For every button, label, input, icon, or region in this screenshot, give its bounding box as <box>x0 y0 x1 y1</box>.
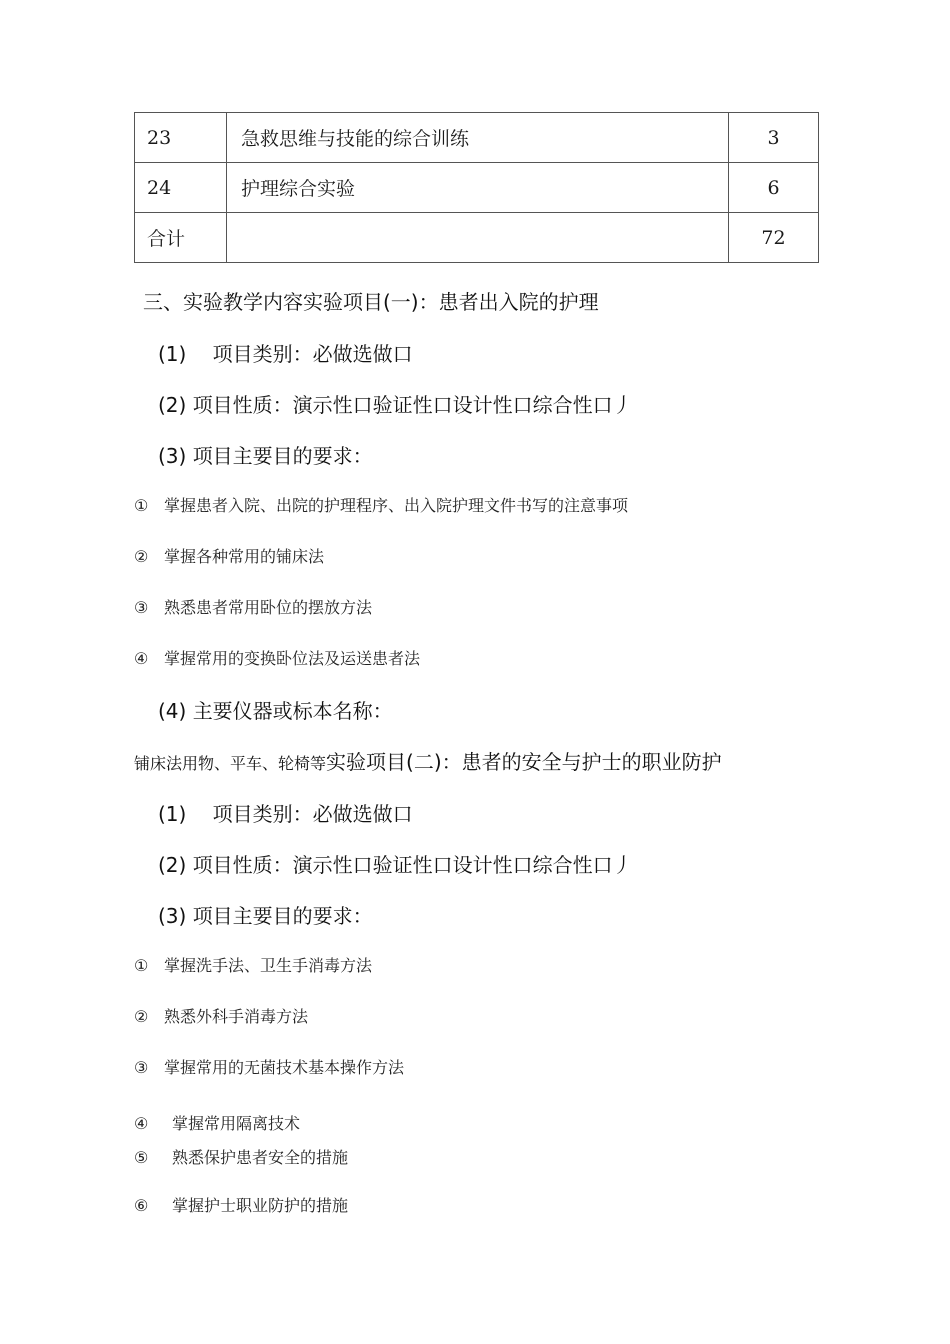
section-heading: 三、实验教学内容实验项目(一)：患者出入院的护理 <box>143 290 599 314</box>
list-item <box>134 1111 300 1134</box>
list-text: 掌握常用的无菌技术基本操作方法 <box>164 1058 405 1077</box>
total-label: 合计 <box>135 213 227 263</box>
list-item <box>134 953 372 976</box>
project2-nature: (2) 项目性质：演示性口验证性口设计性口综合性口丿 <box>158 853 633 877</box>
list-marker: ⑤ <box>134 1148 149 1167</box>
project1-equipment-heading: (4) 主要仪器或标本名称： <box>158 699 393 723</box>
list-text: 掌握患者入院、出院的护理程序、出入院护理文件书写的注意事项 <box>164 496 629 515</box>
list-marker: ③ <box>134 1058 149 1077</box>
list-marker: ① <box>134 496 149 515</box>
list-marker: ③ <box>134 598 149 617</box>
list-item <box>134 646 420 669</box>
list-marker: ② <box>134 547 149 566</box>
project1-category: (1) 项目类别：必做选做口 <box>158 342 413 366</box>
project2-goals-heading: (3) 项目主要目的要求： <box>158 904 373 928</box>
list-text: 掌握护士职业防护的措施 <box>172 1196 349 1215</box>
list-item <box>134 1004 308 1027</box>
row-hours: 6 <box>729 163 819 213</box>
total-name <box>227 213 729 263</box>
hours-table <box>134 112 819 263</box>
list-marker: ④ <box>134 1114 149 1133</box>
list-text: 掌握各种常用的铺床法 <box>164 547 325 566</box>
row-name: 护理综合实验 <box>227 163 729 213</box>
list-item <box>134 1055 404 1078</box>
project1-equipment: 铺床法用物、平车、轮椅等 <box>134 754 327 773</box>
row-number: 24 <box>135 163 227 213</box>
list-marker: ① <box>134 956 149 975</box>
list-item <box>134 1193 348 1216</box>
list-item <box>134 544 324 567</box>
project1-nature: (2) 项目性质：演示性口验证性口设计性口综合性口丿 <box>158 393 633 417</box>
list-text: 熟悉外科手消毒方法 <box>164 1007 309 1026</box>
list-text: 掌握常用的变换卧位法及运送患者法 <box>164 649 421 668</box>
list-text: 掌握常用隔离技术 <box>172 1114 301 1133</box>
list-text: 熟悉保护患者安全的措施 <box>172 1148 349 1167</box>
list-item <box>134 493 628 516</box>
row-hours: 3 <box>729 113 819 163</box>
total-hours: 72 <box>729 213 819 263</box>
row-number: 23 <box>135 113 227 163</box>
list-marker: ⑥ <box>134 1196 149 1215</box>
list-item <box>134 595 372 618</box>
table-row <box>135 163 819 213</box>
table-row-total <box>135 213 819 263</box>
row-name: 急救思维与技能的综合训练 <box>227 113 729 163</box>
table-row <box>135 113 819 163</box>
project1-goals-heading: (3) 项目主要目的要求： <box>158 444 373 468</box>
equipment-and-project2-line <box>134 746 722 775</box>
list-text: 掌握洗手法、卫生手消毒方法 <box>164 956 373 975</box>
project2-category: (1) 项目类别：必做选做口 <box>158 802 413 826</box>
list-text: 熟悉患者常用卧位的摆放方法 <box>164 598 373 617</box>
list-marker: ④ <box>134 649 149 668</box>
project2-heading: 实验项目(二)：患者的安全与护士的职业防护 <box>326 750 722 774</box>
list-marker: ② <box>134 1007 149 1026</box>
list-item <box>134 1145 348 1168</box>
